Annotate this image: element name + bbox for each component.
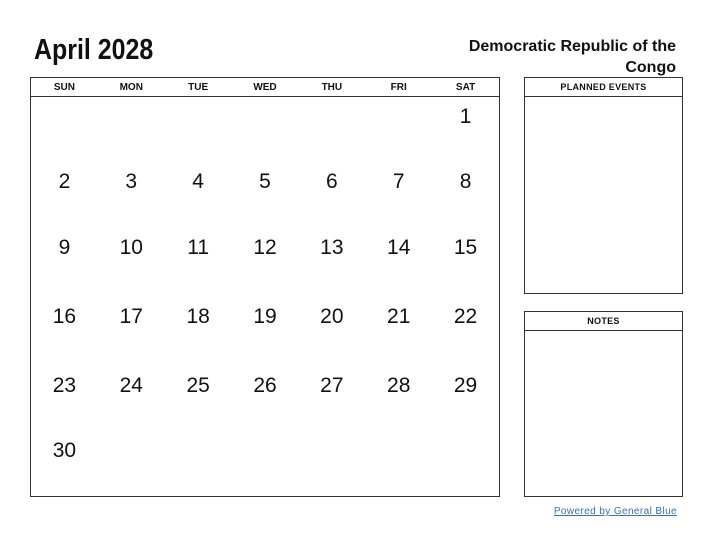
day-number: 19 <box>253 305 277 328</box>
planned-events-title: PLANNED EVENTS <box>525 78 682 97</box>
day-number: 28 <box>387 374 411 397</box>
weekday-header <box>31 78 499 97</box>
calendar-days <box>31 97 499 497</box>
day-number: 2 <box>58 170 71 193</box>
day-cell <box>298 228 365 297</box>
day-number: 10 <box>119 236 143 259</box>
day-cell <box>232 431 299 497</box>
day-cell <box>232 97 299 162</box>
day-number: 17 <box>119 305 143 328</box>
day-cell <box>365 366 432 431</box>
day-number: 8 <box>459 170 472 193</box>
day-number: 25 <box>186 374 210 397</box>
day-number: 3 <box>125 170 138 193</box>
day-number: 30 <box>52 439 77 462</box>
country-name: Democratic Republic of the Congo <box>468 38 676 76</box>
day-number: 16 <box>52 305 77 328</box>
day-cell <box>298 297 365 366</box>
day-number: 4 <box>192 170 204 193</box>
day-cell <box>165 162 232 228</box>
day-cell <box>365 297 432 366</box>
day-cell <box>365 228 432 297</box>
weekday-sun: SUN <box>53 82 75 93</box>
day-number: 5 <box>259 170 271 193</box>
weekday-sat: SAT <box>455 82 476 93</box>
day-number: 23 <box>52 374 77 397</box>
day-cell <box>298 97 365 162</box>
day-cell <box>31 297 98 366</box>
day-cell <box>98 97 165 162</box>
day-cell <box>98 431 165 497</box>
day-cell <box>232 162 299 228</box>
day-cell <box>165 97 232 162</box>
day-cell <box>432 297 499 366</box>
weekday-tue: TUE <box>188 82 209 93</box>
weekday-mon: MON <box>119 82 143 93</box>
day-number: 26 <box>253 374 277 397</box>
day-cell <box>31 162 98 228</box>
day-cell <box>31 97 98 162</box>
day-number: 11 <box>187 236 210 259</box>
day-number: 27 <box>320 374 344 397</box>
day-number: 12 <box>253 236 277 259</box>
day-number: 29 <box>453 374 478 397</box>
page-title: April 2028 <box>34 34 154 66</box>
day-cell <box>432 228 499 297</box>
day-cell <box>98 297 165 366</box>
day-cell <box>298 162 365 228</box>
day-cell <box>432 97 499 162</box>
day-number: 7 <box>392 170 405 193</box>
day-number: 18 <box>186 305 210 328</box>
day-cell <box>365 431 432 497</box>
day-cell <box>298 431 365 497</box>
day-cell <box>365 97 432 162</box>
weekday-wed: WED <box>253 82 277 93</box>
day-cell <box>31 228 98 297</box>
calendar-grid <box>30 77 500 497</box>
day-cell <box>365 162 432 228</box>
notes-panel <box>524 311 683 497</box>
planned-events-panel <box>524 77 683 294</box>
day-cell <box>31 366 98 431</box>
day-cell <box>98 366 165 431</box>
day-number: 14 <box>387 236 411 259</box>
day-number: 13 <box>320 236 344 259</box>
notes-title: NOTES <box>525 312 682 331</box>
powered-by-link[interactable]: Powered by General Blue <box>553 506 677 517</box>
day-number: 6 <box>326 170 338 193</box>
day-number: 21 <box>387 305 411 328</box>
day-number: 22 <box>453 305 478 328</box>
day-cell <box>232 366 299 431</box>
day-cell <box>165 431 232 497</box>
weekday-fri: FRI <box>390 82 407 93</box>
day-number: 20 <box>320 305 344 328</box>
day-cell <box>232 297 299 366</box>
day-cell <box>432 431 499 497</box>
day-cell <box>98 162 165 228</box>
day-cell <box>298 366 365 431</box>
day-cell <box>165 297 232 366</box>
day-number: 15 <box>453 236 478 259</box>
day-cell <box>31 431 98 497</box>
day-cell <box>432 162 499 228</box>
day-cell <box>98 228 165 297</box>
day-cell <box>165 366 232 431</box>
day-cell <box>432 366 499 431</box>
day-number: 1 <box>459 105 472 128</box>
weekday-thu: THU <box>321 82 343 93</box>
day-cell <box>165 228 232 297</box>
day-number: 9 <box>58 236 71 259</box>
day-cell <box>232 228 299 297</box>
day-number: 24 <box>119 374 143 397</box>
